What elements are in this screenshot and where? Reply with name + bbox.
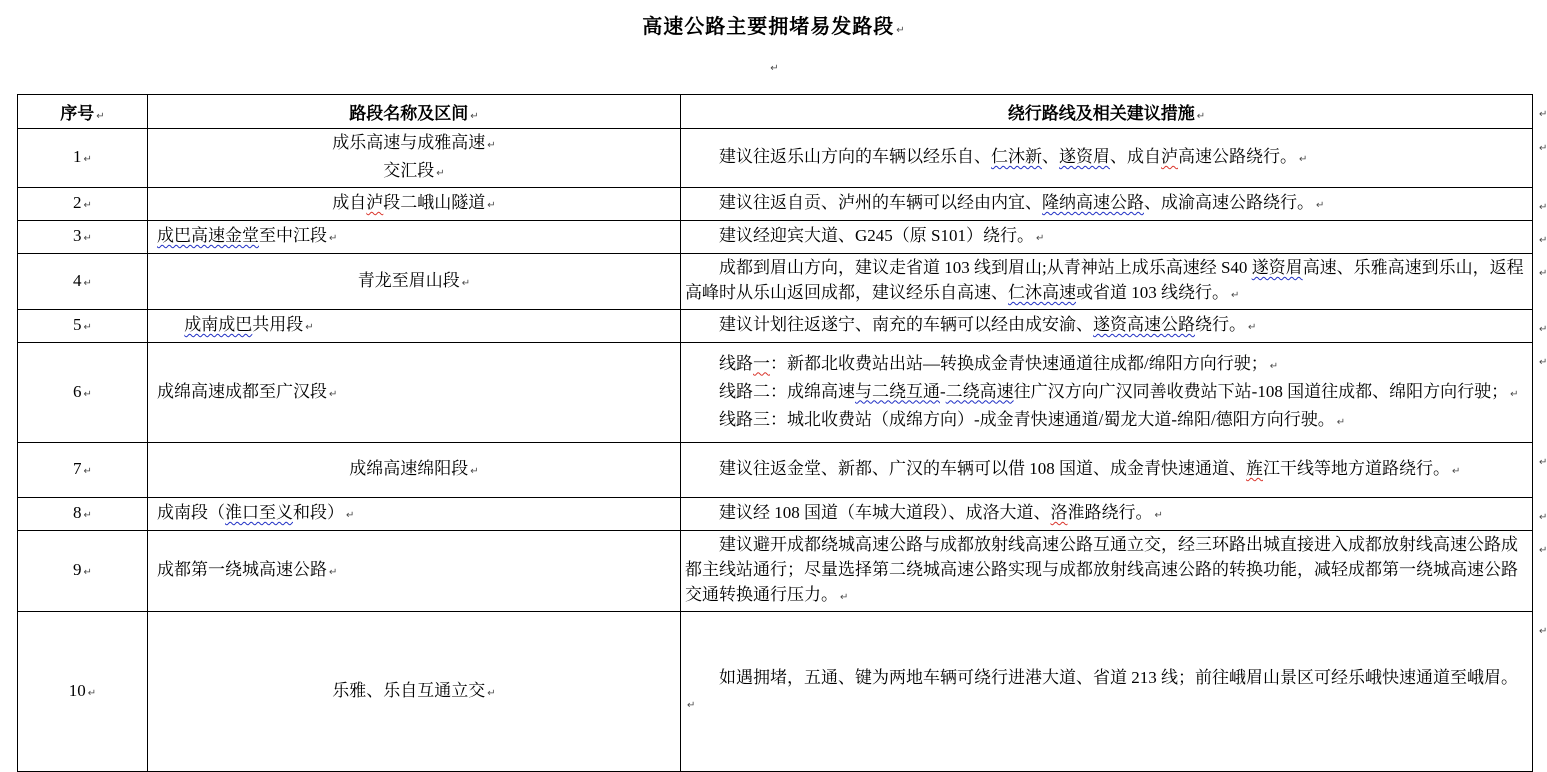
paragraph-mark: ↵	[84, 200, 92, 211]
cell-seq-no	[18, 498, 148, 531]
text-run: 成都到眉山方向，建议走省道 103 线到眉山;从青神站上成乐高速经 S40	[719, 258, 1252, 277]
text-run: 建议经迎宾大道、G245（原 S101）绕行。	[719, 226, 1034, 245]
header-text: 序号	[60, 104, 94, 123]
paragraph	[152, 500, 676, 528]
paragraph-mark: ↵	[436, 168, 444, 179]
paragraph-mark: ↵	[487, 200, 495, 211]
paragraph	[152, 223, 676, 251]
row-end-mark: ↵	[1539, 202, 1547, 213]
text-run: 7	[73, 459, 82, 478]
paragraph	[685, 144, 1528, 172]
squiggle-blue-text: 仁沐新	[991, 147, 1042, 166]
text-run: 、成自	[1110, 147, 1161, 166]
text-run: 共用段	[252, 315, 303, 334]
row-end-mark: ↵	[1539, 357, 1547, 368]
row-end-mark-cell	[1533, 531, 1547, 612]
cell-detour-advice	[681, 221, 1533, 254]
table-body	[18, 129, 1547, 772]
cell-detour-advice	[681, 498, 1533, 531]
text-run: 4	[73, 271, 82, 290]
paragraph	[22, 223, 143, 251]
row-end-mark: ↵	[1539, 512, 1547, 523]
text-run: 江干线等地方道路绕行。	[1263, 459, 1450, 478]
cell-seq-no	[18, 129, 148, 188]
row-end-mark: ↵	[1539, 109, 1547, 120]
row-end-mark-cell	[1533, 95, 1547, 129]
text-run: 2	[73, 193, 82, 212]
paragraph-mark: ↵	[487, 140, 495, 151]
paragraph-mark: ↵	[84, 154, 92, 165]
squiggle-blue-text: 隆纳高速公路	[1042, 193, 1144, 212]
text-run: -	[940, 382, 946, 401]
paragraph-mark: ↵	[1197, 111, 1205, 122]
paragraph-mark: ↵	[1231, 290, 1239, 301]
paragraph	[685, 312, 1528, 340]
row-end-mark-cell	[1533, 498, 1547, 531]
paragraph	[685, 456, 1528, 484]
squiggle-blue-text: 淮口至义	[225, 503, 293, 522]
paragraph-mark: ↵	[1036, 233, 1044, 244]
squiggle-blue-text: 与二绕互通	[855, 382, 940, 401]
cell-section-name	[148, 129, 681, 188]
paragraph-mark: ↵	[840, 592, 848, 603]
text-run: 6	[73, 382, 82, 401]
text-run: 成自	[332, 193, 366, 212]
text-run: 建议经 108 国道（车城大道段）、成洛大道、	[719, 503, 1051, 522]
row-end-mark-cell	[1533, 310, 1547, 343]
squiggle-blue-text: 成巴高速金堂	[157, 226, 259, 245]
cell-seq-no	[18, 612, 148, 772]
header-seq-no	[18, 95, 148, 129]
table-header-row	[18, 95, 1547, 129]
paragraph	[685, 255, 1528, 308]
text-run: 和段）	[293, 503, 344, 522]
text-run: 或省道 103 线绕行。	[1076, 283, 1229, 302]
text-run: ：新都北收费站出站—转换成金青快速通道往成都/绵阳方向行驶；	[770, 354, 1268, 373]
text-run: 往广汉方向广汉同善收费站下站-108 国道往成都、绵阳方向行驶；	[1014, 382, 1508, 401]
paragraph	[22, 456, 143, 484]
text-run: 高速公路绕行。	[1178, 147, 1297, 166]
paragraph	[685, 665, 1528, 718]
cell-seq-no	[18, 531, 148, 612]
table-row	[18, 254, 1547, 310]
squiggle-blue-text: 遂资眉	[1059, 147, 1110, 166]
cell-seq-no	[18, 443, 148, 498]
text-run: 淮路绕行。	[1068, 503, 1153, 522]
cell-section-name	[148, 221, 681, 254]
cell-detour-advice	[681, 612, 1533, 772]
paragraph-mark: ↵	[1510, 389, 1518, 400]
paragraph-mark: ↵	[1316, 200, 1324, 211]
row-end-mark-cell	[1533, 254, 1547, 310]
squiggle-red-text: 泸	[1161, 147, 1178, 166]
text-run: 1	[73, 147, 82, 166]
text-run: 至中江段	[259, 226, 327, 245]
paragraph	[685, 190, 1528, 218]
table-row	[18, 221, 1547, 254]
paragraph-mark: ↵	[84, 567, 92, 578]
text-run: 成乐高速与成雅高速	[332, 133, 485, 152]
squiggle-red-text: 旌	[1246, 459, 1263, 478]
table-row	[18, 612, 1547, 772]
cell-section-name	[148, 254, 681, 310]
text-run: 高速、乐雅高速到乐山，返程高峰时从乐山返回成都，建议经乐自高速、	[685, 258, 1524, 302]
table-row	[18, 310, 1547, 343]
header-detour-advice	[681, 95, 1533, 129]
paragraph	[152, 379, 676, 407]
text-run: 10	[69, 681, 86, 700]
paragraph-mark: ↵	[346, 510, 354, 521]
row-end-mark-cell	[1533, 129, 1547, 188]
paragraph	[22, 312, 143, 340]
row-end-mark: ↵	[1539, 235, 1547, 246]
table-row	[18, 188, 1547, 221]
cell-detour-advice	[681, 310, 1533, 343]
text-run: 交汇段	[383, 161, 434, 180]
paragraph-mark: ↵	[96, 111, 104, 122]
text-run: 段二峨山隧道	[383, 193, 485, 212]
paragraph-mark: ↵	[1452, 466, 1460, 477]
row-end-mark-cell	[1533, 221, 1547, 254]
row-end-mark-cell	[1533, 188, 1547, 221]
text-run: 线路三：城北收费站（成绵方向）-成金青快速通道/蜀龙大道-绵阳/德阳方向行驶。	[719, 410, 1335, 429]
cell-detour-advice	[681, 443, 1533, 498]
cell-section-name	[148, 310, 681, 343]
squiggle-blue-text: 遂资高速公路	[1093, 315, 1195, 334]
cell-section-name	[148, 498, 681, 531]
paragraph	[22, 557, 143, 585]
cell-seq-no	[18, 254, 148, 310]
text-run: 建议往返自贡、泸州的车辆可以经由内宜、	[719, 193, 1042, 212]
paragraph-mark: ↵	[1155, 510, 1163, 521]
cell-detour-advice	[681, 343, 1533, 443]
text-run: 线路	[719, 354, 753, 373]
paragraph	[152, 312, 676, 340]
paragraph	[685, 500, 1528, 528]
paragraph	[152, 557, 676, 585]
paragraph	[152, 268, 676, 296]
text-run: 乐雅、乐自互通立交	[332, 681, 485, 700]
cell-section-name	[148, 612, 681, 772]
paragraph	[152, 158, 676, 186]
paragraph-mark: ↵	[1248, 322, 1256, 333]
cell-seq-no	[18, 343, 148, 443]
paragraph	[685, 532, 1528, 610]
text-run: 青龙至眉山段	[358, 271, 460, 290]
header-text: 路段名称及区间	[349, 104, 468, 123]
text-run: 线路二：成绵高速	[719, 382, 855, 401]
squiggle-red-text: 一	[753, 354, 770, 373]
row-end-mark: ↵	[1539, 268, 1547, 279]
squiggle-blue-text: 成南成巴	[184, 315, 252, 334]
row-end-mark-cell	[1533, 443, 1547, 498]
paragraph	[22, 379, 143, 407]
cell-detour-advice	[681, 531, 1533, 612]
text-run: 、成渝高速公路绕行。	[1144, 193, 1314, 212]
row-end-mark: ↵	[1539, 457, 1547, 468]
text-run: 建议计划往返遂宁、南充的车辆可以经由成安渝、	[719, 315, 1093, 334]
row-end-mark: ↵	[1539, 324, 1547, 335]
cell-section-name	[148, 188, 681, 221]
squiggle-blue-text: 仁沐高速	[1008, 283, 1076, 302]
paragraph	[22, 500, 143, 528]
paragraph-mark: ↵	[1270, 361, 1278, 372]
empty-paragraph	[0, 44, 1547, 94]
row-end-mark: ↵	[1539, 626, 1547, 637]
paragraph	[685, 379, 1528, 407]
text-run: 建议往返乐山方向的车辆以经乐自、	[719, 147, 991, 166]
paragraph-mark: ↵	[896, 25, 904, 36]
paragraph	[22, 268, 143, 296]
header-section-name	[148, 95, 681, 129]
row-end-mark: ↵	[1539, 143, 1547, 154]
paragraph-mark: ↵	[329, 389, 337, 400]
page-title	[0, 0, 1547, 44]
cell-detour-advice	[681, 254, 1533, 310]
text-run: 、	[1042, 147, 1059, 166]
text-run: 9	[73, 560, 82, 579]
paragraph	[152, 190, 676, 218]
congestion-sections-table	[17, 94, 1547, 772]
cell-section-name	[148, 343, 681, 443]
paragraph-mark: ↵	[1337, 417, 1345, 428]
paragraph	[152, 130, 676, 158]
squiggle-blue-text: 遂资眉	[1252, 258, 1303, 277]
paragraph	[685, 351, 1528, 379]
paragraph	[685, 223, 1528, 251]
paragraph-mark: ↵	[1299, 154, 1307, 165]
squiggle-blue-text: 二绕高速	[946, 382, 1014, 401]
paragraph-mark: ↵	[687, 700, 695, 711]
paragraph-mark: ↵	[329, 567, 337, 578]
cell-seq-no	[18, 188, 148, 221]
squiggle-red-text: 泸	[366, 193, 383, 212]
cell-seq-no	[18, 310, 148, 343]
header-text: 绕行路线及相关建议措施	[1008, 104, 1195, 123]
text-run: 成绵高速绵阳段	[349, 459, 468, 478]
text-run: 建议避开成都绕城高速公路与成都放射线高速公路互通立交，经三环路出城直接进入成都放射线高速公路成都主线站通行；尽量选择第二绕城高速公路实现与成都放射线高速公路的转换功能，减轻成都第一绕城高速公路交通转换通行压力。	[685, 535, 1518, 604]
paragraph-mark: ↵	[487, 688, 495, 699]
text-run: 成南段（	[157, 503, 225, 522]
row-end-mark-cell	[1533, 343, 1547, 443]
table-row	[18, 498, 1547, 531]
table-row	[18, 531, 1547, 612]
paragraph-mark: ↵	[770, 63, 778, 74]
table-row	[18, 129, 1547, 188]
paragraph-mark: ↵	[462, 278, 470, 289]
text-run: 绕行。	[1195, 315, 1246, 334]
paragraph-mark: ↵	[84, 322, 92, 333]
text-run: 8	[73, 503, 82, 522]
paragraph	[152, 678, 676, 706]
paragraph	[22, 678, 143, 706]
cell-detour-advice	[681, 129, 1533, 188]
cell-section-name	[148, 443, 681, 498]
page-title-text: 高速公路主要拥堵易发路段	[642, 16, 894, 38]
paragraph-mark: ↵	[305, 322, 313, 333]
paragraph-mark: ↵	[84, 466, 92, 477]
text-run: 3	[73, 226, 82, 245]
cell-detour-advice	[681, 188, 1533, 221]
row-end-mark-cell	[1533, 612, 1547, 772]
cell-section-name	[148, 531, 681, 612]
paragraph	[22, 190, 143, 218]
paragraph-mark: ↵	[84, 278, 92, 289]
paragraph-mark: ↵	[84, 389, 92, 400]
text-run: 5	[73, 315, 82, 334]
paragraph-mark: ↵	[84, 510, 92, 521]
cell-seq-no	[18, 221, 148, 254]
row-end-mark: ↵	[1539, 545, 1547, 556]
paragraph-mark: ↵	[470, 466, 478, 477]
paragraph	[152, 456, 676, 484]
paragraph-mark: ↵	[470, 111, 478, 122]
paragraph-mark: ↵	[88, 688, 96, 699]
paragraph-mark: ↵	[329, 233, 337, 244]
text-run: 成绵高速成都至广汉段	[157, 382, 327, 401]
squiggle-red-text: 洛	[1051, 503, 1068, 522]
paragraph-mark: ↵	[84, 233, 92, 244]
text-run: 建议往返金堂、新都、广汉的车辆可以借 108 国道、成金青快速通道、	[719, 459, 1246, 478]
paragraph	[22, 144, 143, 172]
table-row	[18, 443, 1547, 498]
paragraph	[685, 407, 1528, 435]
text-run: 成都第一绕城高速公路	[157, 560, 327, 579]
table-row	[18, 343, 1547, 443]
text-run: 如遇拥堵，五通、键为两地车辆可绕行进港大道、省道 213 线；前往峨眉山景区可经乐峨快速通道至峨眉。	[719, 668, 1518, 687]
